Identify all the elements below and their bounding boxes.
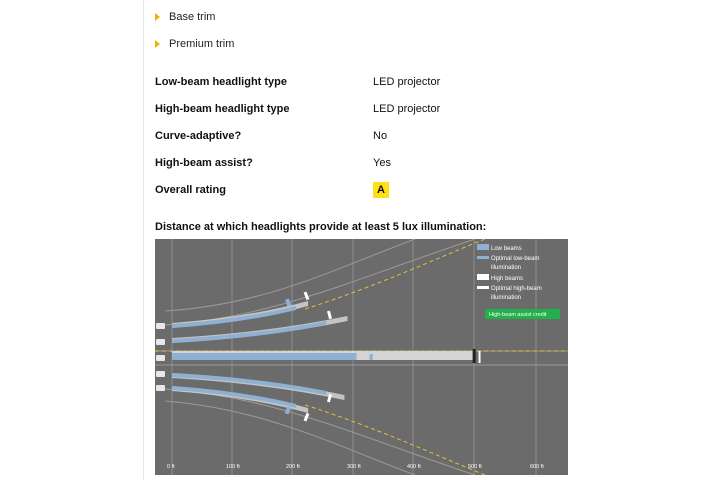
straight-low-beam (172, 353, 357, 360)
premium-trim-label: Premium trim (169, 38, 235, 50)
headlight-distance-chart (155, 239, 568, 475)
legend-optimal-high-text-1: Optimal high-beam (491, 286, 542, 292)
headlight-distance-diagram (155, 239, 568, 475)
vehicle-icon (156, 323, 165, 329)
legend-low-beams-text: Low beams (491, 246, 522, 252)
legend-optimal-low-text-1: Optimal low-beam (491, 256, 540, 262)
tick-label: 0 ft (167, 464, 175, 470)
high-beam-assist-label: High-beam assist? (155, 157, 253, 169)
vehicle-icon (156, 385, 165, 391)
high-beam-assist-value: Yes (373, 157, 391, 169)
base-trim-label: Base trim (169, 11, 216, 23)
overall-rating-badge: A (373, 182, 389, 198)
low-beam-type-value: LED projector (373, 76, 441, 88)
legend-optimal-high-text-2: illumination (491, 295, 522, 301)
tick-label: 500 ft (468, 464, 482, 470)
overall-rating-label: Overall rating (155, 184, 226, 196)
expand-triangle-icon (155, 13, 160, 21)
legend-optimal-high-swatch (477, 286, 489, 289)
legend-optimal-low-text-2: illumination (491, 265, 522, 271)
legend-low-beam-swatch (477, 244, 489, 250)
tick-label: 100 ft (226, 464, 240, 470)
legend-high-beam-swatch (477, 274, 489, 280)
vehicle-icon (156, 339, 165, 345)
legend-optimal-low-swatch (477, 256, 489, 259)
legend-high-beams-text: High beams (491, 276, 524, 282)
tick-label: 400 ft (407, 464, 421, 470)
tick-label: 200 ft (286, 464, 300, 470)
premium-trim-toggle[interactable] (155, 38, 234, 50)
tick-label: 300 ft (347, 464, 361, 470)
vehicle-icon (156, 355, 165, 361)
legend-assist-credit-text: High-beam assist credit (489, 312, 547, 318)
expand-triangle-icon (155, 40, 160, 48)
distance-chart-title: Distance at which headlights provide at least 5 lux illumination: (155, 221, 487, 233)
high-beam-type-label: High-beam headlight type (155, 103, 290, 115)
straight-optimal-high-beam-marker (479, 351, 481, 363)
high-beam-type-value: LED projector (373, 103, 441, 115)
straight-optimal-low-beam-marker (370, 354, 373, 360)
base-trim-toggle[interactable] (155, 11, 215, 23)
curve-adaptive-label: Curve-adaptive? (155, 130, 242, 142)
tick-label: 600 ft (530, 464, 544, 470)
curve-adaptive-value: No (373, 130, 388, 142)
low-beam-type-label: Low-beam headlight type (155, 76, 288, 88)
content-divider (143, 0, 144, 480)
straight-beam-end-marker (473, 349, 476, 363)
vehicle-icon (156, 371, 165, 377)
